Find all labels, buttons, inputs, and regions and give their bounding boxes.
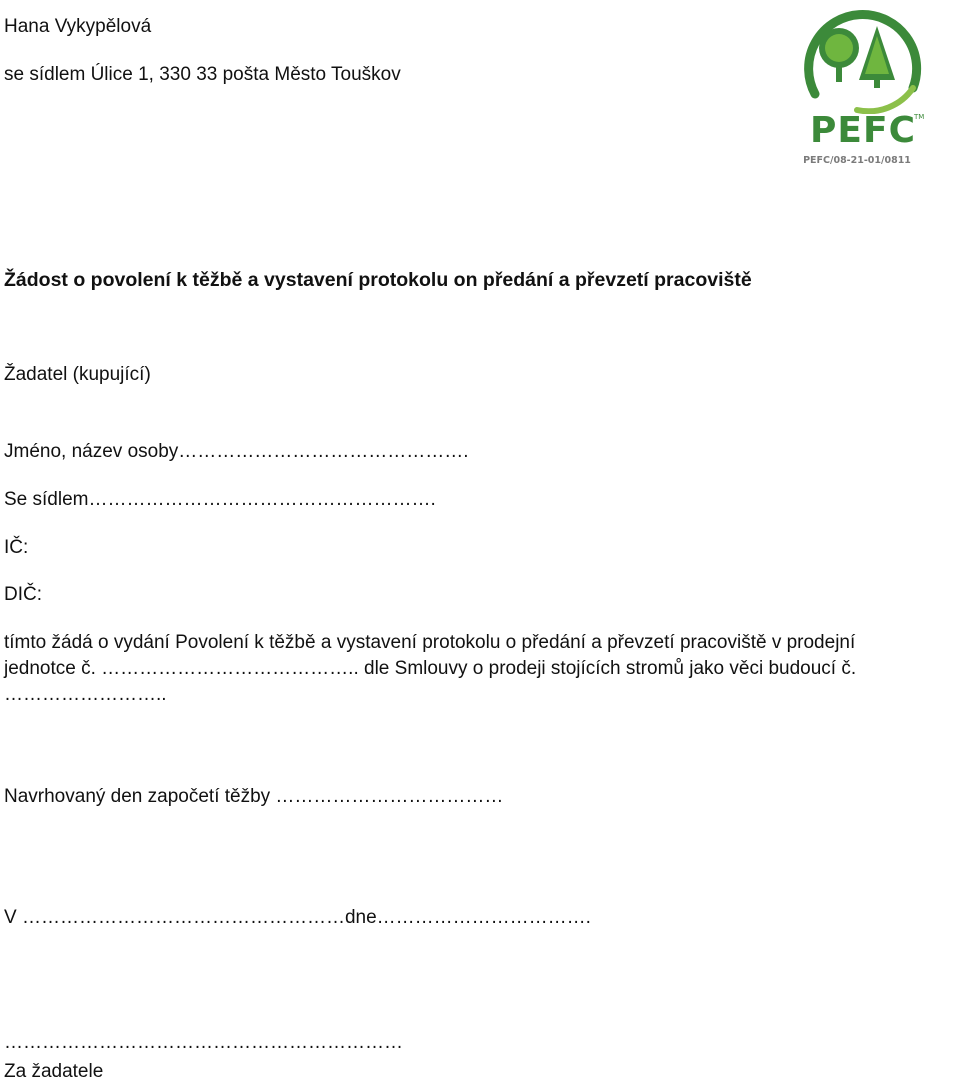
applicant-heading: Žadatel (kupující) [4,364,151,385]
pefc-tree-icon [797,2,929,114]
pefc-logo [797,2,929,172]
pefc-wordmark: PEFC [810,110,916,151]
request-paragraph [4,630,959,708]
request-line-1: tímto žádá o vydání Povolení k těžbě a vystavení protokolu o předání a převzetí pracoviště v prodejní [4,632,856,653]
owner-address: se sídlem Úlice 1, 330 33 pošta Město Touškov [4,64,401,85]
request-line-3: …………………….. [4,684,167,705]
name-field: Jméno, název osoby………………………………………. [4,441,469,462]
place-date-field: V ……………………………………………dne……………………………. [4,907,591,928]
page-title: Žádost o povolení k těžbě a vystavení protokolu on předání a převzetí pracoviště [4,269,752,291]
signature-line: ……………………………………………………… [4,1032,403,1053]
applicant-owner-name: Hana Vykypělová [4,16,152,37]
start-date-field: Navrhovaný den započetí těžby ……………………………… [4,786,504,807]
pefc-certificate-code: PEFC/08-21-01/0811 [803,155,911,166]
dic-label: DIČ: [4,584,42,605]
request-line-2: jednotce č. ………………………………….. dle Smlouvy o prodeji stojících stromů jako věci budoucí č. [4,658,857,679]
seat-field: Se sídlem………………………………………………. [4,489,436,510]
signature-label: Za žadatele [4,1061,104,1082]
ic-label: IČ: [4,537,29,558]
pefc-trademark: TM [914,113,925,121]
